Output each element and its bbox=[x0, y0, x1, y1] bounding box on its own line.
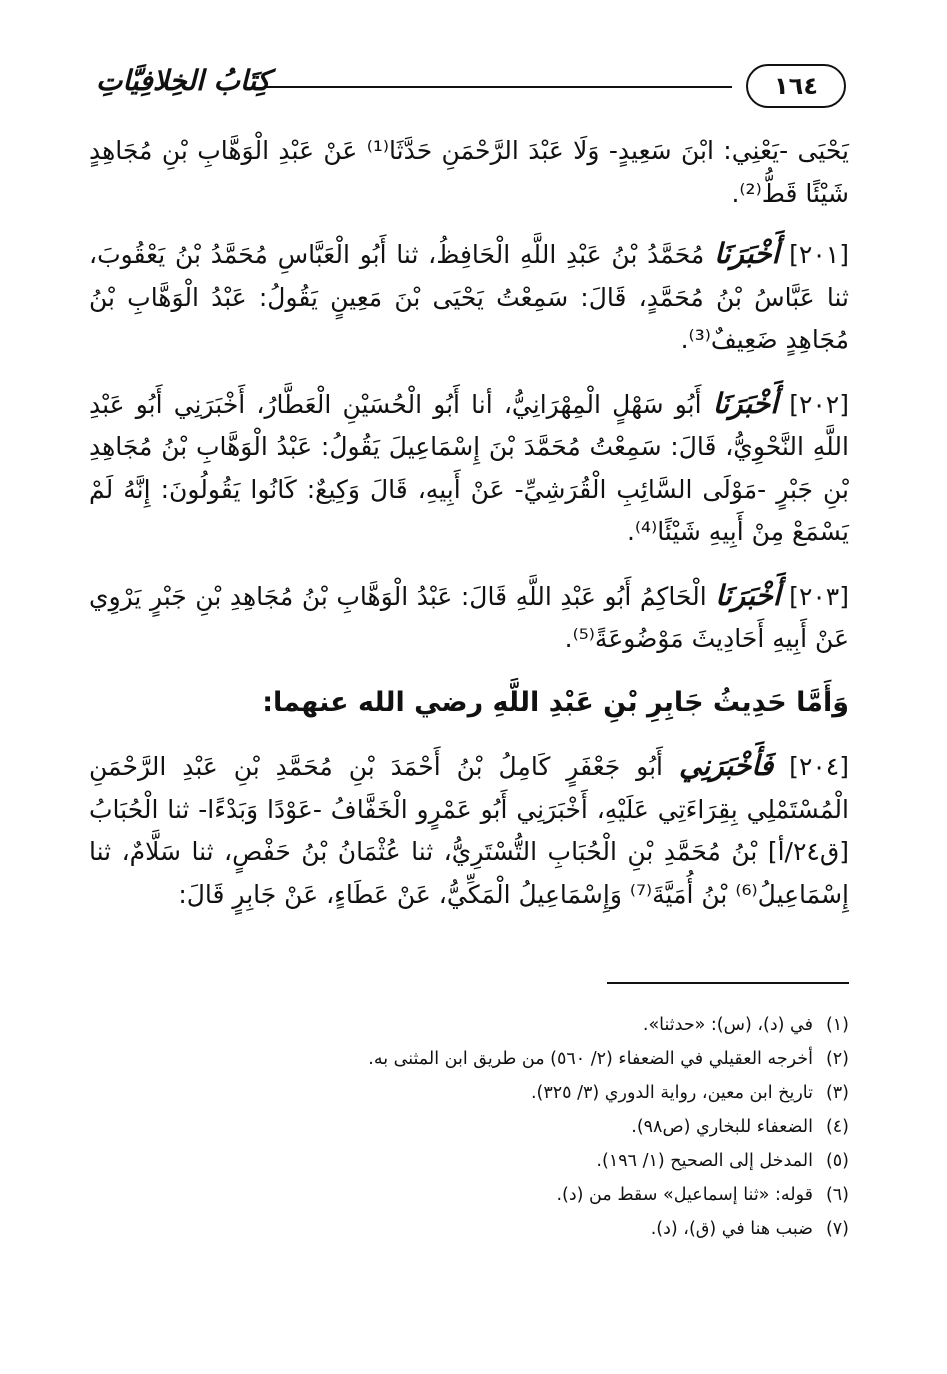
hadith-number: [٢٠٢] bbox=[789, 389, 850, 419]
footnote bbox=[149, 1042, 849, 1076]
footnote bbox=[149, 1178, 849, 1212]
footnote-text: ضبب هنا في (ق)، (د). bbox=[650, 1219, 813, 1239]
footnote-separator bbox=[607, 982, 849, 984]
footnote-text: تاريخ ابن معين، رواية الدوري (٣/ ٣٢٥). bbox=[530, 1083, 813, 1103]
hadith-text: الْحَاكِمُ أَبُو عَبْدِ اللَّهِ قَالَ: عَبْدُ الْوَهَّابِ بْنُ مُجَاهِدِ بْنِ جَبْرٍ يَرْوِي عَنْ أَبِيهِ أَحَادِيثَ مَوْضُوعَةً⁽⁵⁾. bbox=[89, 581, 849, 653]
footnote bbox=[149, 1212, 849, 1246]
footnote-number: (٣) bbox=[825, 1083, 849, 1103]
footnote-text: الضعفاء للبخاري (ص٩٨). bbox=[631, 1117, 813, 1137]
hadith-text: مُحَمَّدُ بْنُ عَبْدِ اللَّهِ الْحَافِظُ، ثنا أَبُو الْعَبَّاسِ مُحَمَّدُ بْنُ يَعْقُوبَ، ثنا عَبَّاسُ بْنُ مُحَمَّدٍ، قَالَ: سَمِعْتُ يَحْيَى بْنَ مَعِينٍ يَقُولُ: عَبْدُ الْوَهَّابِ بْنُ مُجَاهِدٍ ضَعِيفٌ⁽³⁾. bbox=[89, 240, 849, 354]
footnote-text: في (د)، (س): «حدثنا». bbox=[642, 1015, 813, 1035]
hadith-number: [٢٠٣] bbox=[789, 581, 849, 611]
page-header bbox=[96, 62, 856, 118]
footnote-text: قوله: «ثنا إسماعيل» سقط من (د). bbox=[556, 1185, 813, 1205]
footnotes bbox=[149, 1008, 849, 1246]
hadith-keyword: أَخْبَرَنَا bbox=[712, 386, 779, 420]
header-rule bbox=[266, 86, 732, 88]
hadith-201 bbox=[89, 233, 849, 362]
hadith-number: [٢٠٤] bbox=[789, 752, 849, 781]
hadith-keyword: أَخْبَرَنَا bbox=[714, 237, 780, 270]
footnote-number: (٧) bbox=[825, 1219, 849, 1239]
footnote-text: أخرجه العقيلي في الضعفاء (٢/ ٥٦٠) من طريق ابن المثنى به. bbox=[368, 1049, 813, 1069]
hadith-203 bbox=[89, 575, 849, 661]
main-text bbox=[89, 130, 849, 937]
footnote-number: (٤) bbox=[825, 1117, 849, 1137]
hadith-text: أَبُو سَهْلٍ الْمِهْرَانِيُّ، أنا أَبُو الْحُسَيْنِ الْعَطَّارُ، أَخْبَرَنِي أَبُو عَبْدِ اللَّهِ النَّحْوِيُّ، قَالَ: سَمِعْتُ مُحَمَّدَ بْنَ إِسْمَاعِيلَ يَقُولُ: عَبْدُ الْوَهَّابِ بْنُ مُجَاهِدِ بْنِ جَبْرٍ -مَوْلَى السَّائِبِ الْقُرَشِيِّ- عَنْ أَبِيهِ، قَالَ وَكِيعٌ: كَانُوا يَقُولُونَ: إِنَّهُ لَمْ يَسْمَعْ مِنْ أَبِيهِ شَيْئًا⁽⁴⁾. bbox=[89, 389, 849, 546]
section-heading: وَأَمَّا حَدِيثُ جَابِرِ بْنِ عَبْدِ اللَّهِ رضي الله عنهما: bbox=[262, 686, 849, 718]
footnote bbox=[149, 1076, 849, 1110]
hadith-keyword: أَخْبَرَنَا bbox=[715, 578, 781, 612]
footnote bbox=[149, 1008, 849, 1042]
footnote-number: (٥) bbox=[825, 1151, 849, 1171]
footnote-number: (٢) bbox=[825, 1049, 849, 1069]
hadith-text: أَبُو جَعْفَرٍ كَامِلُ بْنُ أَحْمَدَ بْنِ مُحَمَّدِ بْنِ عَبْدِ الرَّحْمَنِ الْمُسْتَمْلِي بِقِرَاءَتِي عَلَيْهِ، أَخْبَرَنِي أَبُو عَمْرٍو الْخَفَّافُ -عَوْدًا وَبَدْءًا- ثنا الْحُبَابُ [ق٢٤/أ] بْنُ مُحَمَّدِ بْنِ الْحُبَابِ التُّسْتَرِيُّ، ثنا عُثْمَانُ بْنُ حَفْصٍ، ثنا سَلَّامٌ، ثنا إِسْمَاعِيلُ⁽⁶⁾ بْنُ أُمَيَّةَ⁽⁷⁾ وَإِسْمَاعِيلُ الْمَكِّيُّ، عَنْ عَطَاءٍ، عَنْ جَابِرٍ قَالَ: bbox=[89, 752, 849, 909]
footnote bbox=[149, 1110, 849, 1144]
hadith-keyword: فَأَخْبَرَنِي bbox=[678, 749, 774, 782]
hadith-number: [٢٠١] bbox=[789, 240, 849, 269]
hadith-202 bbox=[89, 383, 849, 554]
footnote-number: (٦) bbox=[825, 1185, 849, 1205]
paragraph-continuation bbox=[89, 130, 849, 215]
book-title: كِتَابُ الخِلافِيَّاتِ bbox=[96, 64, 271, 97]
page-number: ١٦٤ bbox=[746, 64, 846, 108]
footnote-number: (١) bbox=[825, 1015, 849, 1035]
paragraph-text: يَحْيَى -يَعْنِي: ابْنَ سَعِيدٍ- وَلَا عَبْدَ الرَّحْمَنِ حَدَّثَا⁽¹⁾ عَنْ عَبْدِ الْوَهَّابِ بْنِ مُجَاهِدٍ شَيْئًا قَطُّ⁽²⁾. bbox=[89, 136, 849, 208]
hadith-204 bbox=[89, 745, 849, 916]
footnote bbox=[149, 1144, 849, 1178]
footnote-text: المدخل إلى الصحيح (١/ ١٩٦). bbox=[596, 1151, 813, 1171]
